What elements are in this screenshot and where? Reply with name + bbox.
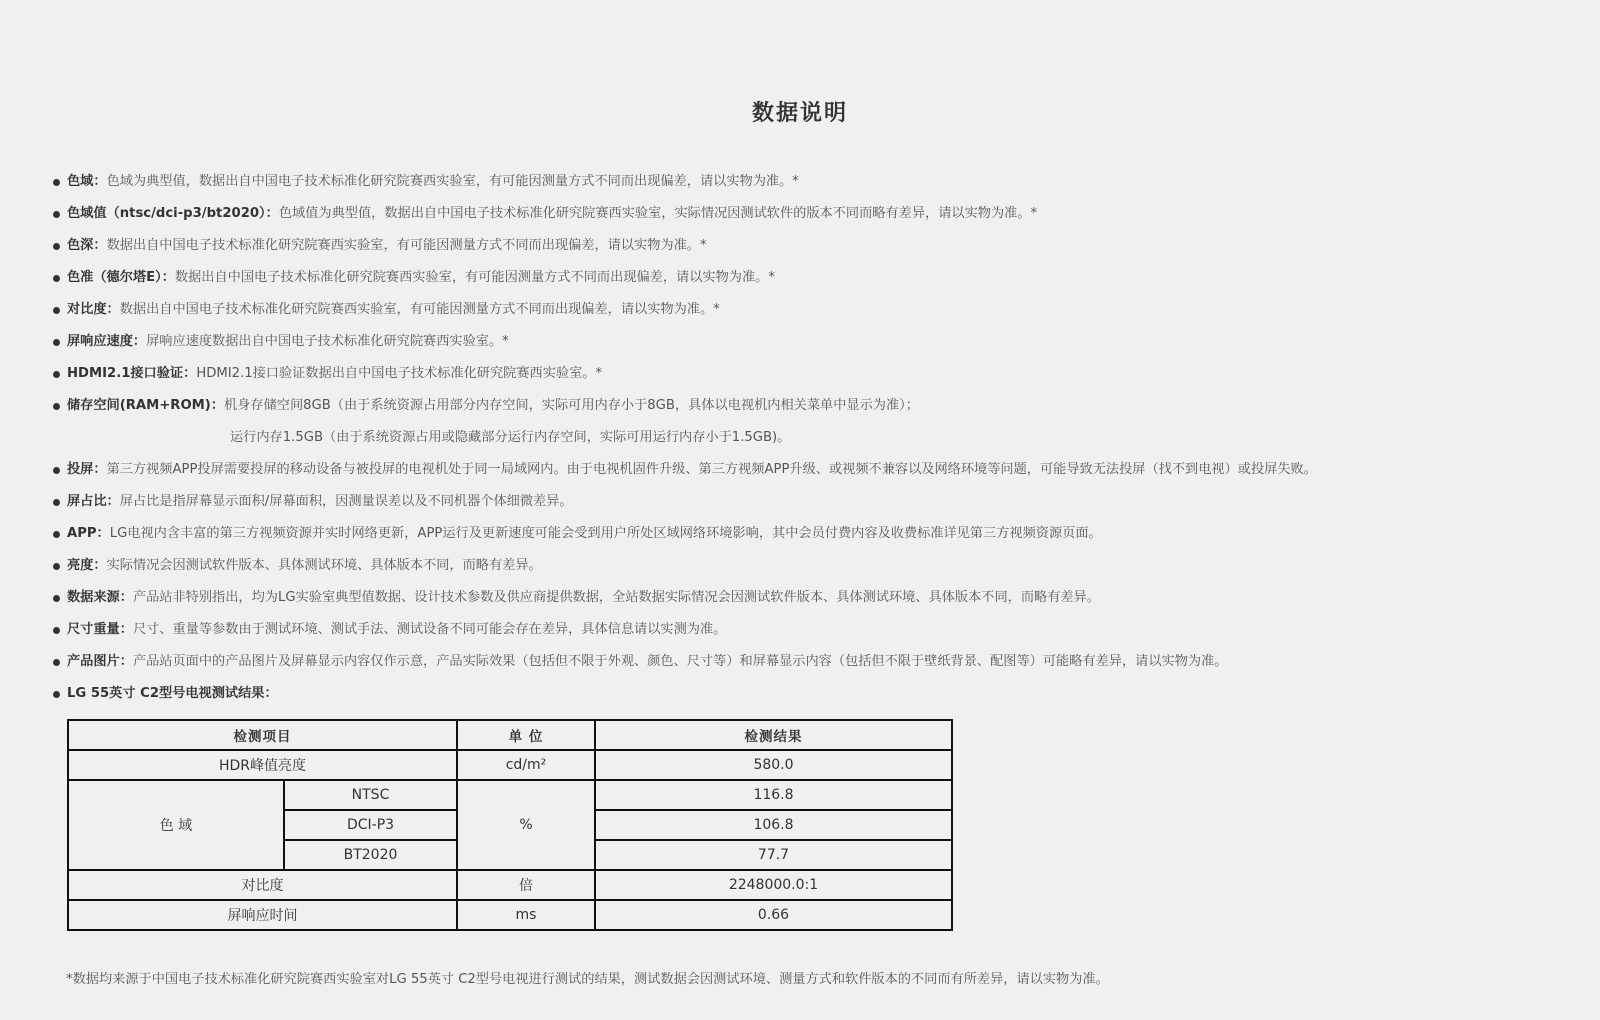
note-text: 产品站页面中的产品图片及屏幕显示内容仅作示意，产品实际效果（包括但不限于外观、颜色、尺寸等）和屏幕显示内容（包括但不限于壁纸背景、配图等）可能略有差异，请以实物为准。 — [132, 654, 1228, 669]
note-screen-ratio — [52, 491, 1317, 523]
header-item: 检测项目 — [68, 720, 457, 750]
note-label: 屏响应速度： — [67, 334, 147, 349]
note-storage — [52, 395, 1317, 459]
note-text: 屏响应速度数据出自中国电子技术标准化研究院赛西实验室。* — [146, 334, 509, 349]
cell-result: 2248000.0:1 — [595, 870, 952, 900]
cell-result: 77.7 — [595, 840, 952, 870]
footnote: *数据均来源于中国电子技术标准化研究院赛西实验室对LG 55英寸 C2型号电视进行测试的结果，测试数据会因测试环境、测量方式和软件版本的不同而有所差异，请以实物为准。 — [66, 972, 1109, 987]
note-label: 对比度： — [67, 302, 120, 317]
cell-result: 106.8 — [595, 810, 952, 840]
cell-item: 屏响应时间 — [68, 900, 457, 930]
note-text: 尺寸、重量等参数由于测试环境、测试手法、测试设备不同可能会存在差异，具体信息请以实测为准。 — [132, 622, 727, 637]
note-label: 屏占比： — [67, 494, 120, 509]
cell-sub-item: NTSC — [284, 780, 457, 810]
bullet-icon — [53, 499, 60, 506]
cell-unit: % — [457, 780, 595, 870]
note-app — [52, 523, 1317, 555]
cell-result: 116.8 — [595, 780, 952, 810]
bullet-icon — [53, 243, 60, 250]
note-data-source — [52, 587, 1317, 619]
table-row — [68, 870, 952, 900]
note-color-accuracy — [52, 267, 1317, 299]
page-title: 数据说明 — [751, 101, 848, 126]
bullet-icon — [53, 531, 60, 538]
cell-result: 580.0 — [595, 750, 952, 780]
cell-item: HDR峰值亮度 — [68, 750, 457, 780]
bullet-icon — [53, 179, 60, 186]
cell-sub-item: DCI-P3 — [284, 810, 457, 840]
note-label: 色深： — [67, 238, 107, 253]
note-gamut-values — [52, 203, 1317, 235]
cell-sub-item: BT2020 — [284, 840, 457, 870]
note-text: 数据出自中国电子技术标准化研究院赛西实验室，有可能因测量方式不同而出现偏差，请以实物为准。* — [174, 270, 775, 285]
note-continuation: 运行内存1.5GB（由于系统资源占用或隐藏部分运行内存空间，实际可用运行内存小于1.5GB)。 — [230, 430, 791, 445]
note-text: LG电视内含丰富的第三方视频资源并实时网络更新，APP运行及更新速度可能会受到用户所处区域网络环境影响，其中会员付费内容及收费标准详见第三方视频资源页面。 — [109, 526, 1102, 541]
note-hdmi — [52, 363, 1317, 395]
cell-unit: cd/m² — [457, 750, 595, 780]
note-label: 色准（德尔塔E）： — [67, 270, 175, 285]
cell-unit: ms — [457, 900, 595, 930]
note-product-images — [52, 651, 1317, 683]
header-unit: 单 位 — [457, 720, 595, 750]
note-label: 储存空间(RAM+ROM)： — [67, 398, 225, 413]
note-label: 色域值（ntsc/dci-p3/bt2020）： — [67, 206, 279, 221]
note-color-depth — [52, 235, 1317, 267]
bullet-icon — [53, 627, 60, 634]
note-label: HDMI2.1接口验证： — [67, 366, 197, 381]
bullet-icon — [53, 691, 60, 698]
note-text: 数据出自中国电子技术标准化研究院赛西实验室，有可能因测量方式不同而出现偏差，请以实物为准。* — [106, 238, 707, 253]
note-text: 数据出自中国电子技术标准化研究院赛西实验室，有可能因测量方式不同而出现偏差，请以实物为准。* — [119, 302, 720, 317]
note-label: 尺寸重量： — [67, 622, 133, 637]
cell-item: 对比度 — [68, 870, 457, 900]
note-text: 色域为典型值，数据出自中国电子技术标准化研究院赛西实验室，有可能因测量方式不同而出现偏差，请以实物为准。* — [106, 174, 799, 189]
note-test-results — [52, 683, 1317, 715]
bullet-icon — [53, 659, 60, 666]
note-label: 亮度： — [67, 558, 107, 573]
bullet-icon — [53, 371, 60, 378]
bullet-icon — [53, 211, 60, 218]
note-brightness — [52, 555, 1317, 587]
note-color-gamut — [52, 171, 1317, 203]
bullet-icon — [53, 563, 60, 570]
bullet-icon — [53, 467, 60, 474]
table-header-row — [68, 720, 952, 750]
header-result: 检测结果 — [595, 720, 952, 750]
note-label: 数据来源： — [67, 590, 133, 605]
note-size-weight — [52, 619, 1317, 651]
note-text: 产品站非特别指出，均为LG实验室典型值数据、设计技术参数及供应商提供数据，全站数据实际情况会因测试软件版本、具体测试环境、具体版本不同，而略有差异。 — [132, 590, 1100, 605]
note-text: 机身存储空间8GB（由于系统资源占用部分内存空间，实际可用内存小于8GB，具体以电视机内相关菜单中显示为准）； — [224, 398, 919, 413]
table-row — [68, 780, 952, 810]
bullet-icon — [53, 275, 60, 282]
note-casting — [52, 459, 1317, 491]
note-contrast — [52, 299, 1317, 331]
note-label: 产品图片： — [67, 654, 133, 669]
note-text: 色域值为典型值，数据出自中国电子技术标准化研究院赛西实验室，实际情况因测试软件的版本不同而略有差异，请以实物为准。* — [278, 206, 1038, 221]
note-text: 屏占比是指屏幕显示面积/屏幕面积，因测量误差以及不同机器个体细微差异。 — [119, 494, 573, 509]
test-results-table — [67, 719, 953, 931]
note-label: APP： — [67, 526, 110, 541]
bullet-icon — [53, 595, 60, 602]
note-text: 实际情况会因测试软件版本、具体测试环境、具体版本不同，而略有差异。 — [106, 558, 542, 573]
cell-result: 0.66 — [595, 900, 952, 930]
note-text: 第三方视频APP投屏需要投屏的移动设备与被投屏的电视机处于同一局域网内。由于电视机固件升级、第三方视频APP升级、或视频不兼容以及网络环境等问题，可能导致无法投屏（找不到电视）或投屏失败。 — [106, 462, 1317, 477]
note-label: LG 55英寸 C2型号电视测试结果： — [67, 686, 278, 701]
bullet-icon — [53, 403, 60, 410]
table-row — [68, 750, 952, 780]
bullet-icon — [53, 339, 60, 346]
cell-item: 色 域 — [68, 780, 284, 870]
cell-unit: 倍 — [457, 870, 595, 900]
table-row — [68, 900, 952, 930]
note-label: 投屏： — [67, 462, 107, 477]
note-text: HDMI2.1接口验证数据出自中国电子技术标准化研究院赛西实验室。* — [196, 366, 603, 381]
note-label: 色域： — [67, 174, 107, 189]
note-response-speed — [52, 331, 1317, 363]
notes-list — [52, 171, 1317, 715]
bullet-icon — [53, 307, 60, 314]
